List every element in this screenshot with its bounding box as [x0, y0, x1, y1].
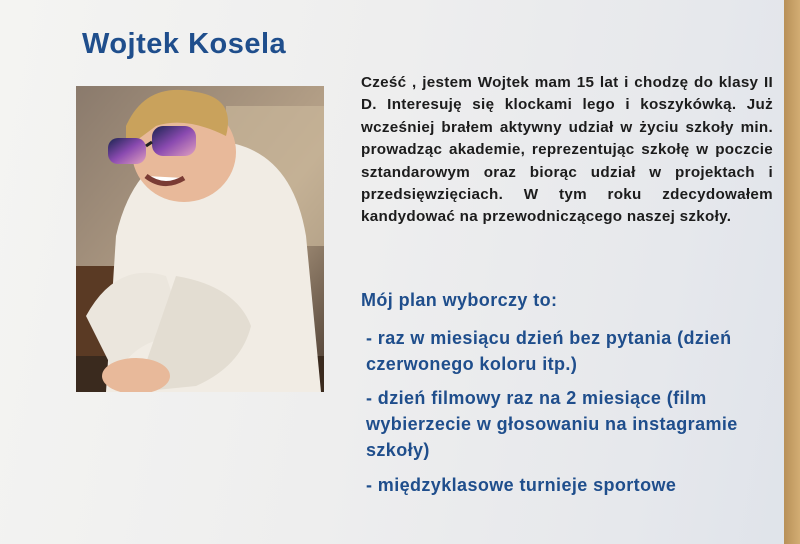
candidate-photo: [76, 86, 324, 392]
plan-item: - raz w miesiącu dzień bez pytania (dzień czerwonego koloru itp.): [366, 328, 732, 374]
plan-heading: Mój plan wyborczy to:: [361, 290, 558, 310]
candidate-bio: Cześć , jestem Wojtek mam 15 lat i chodzę do klasy II D. Interesuję się klockami lego i koszykówką. Już wcześniej brałem aktywny udział w życiu szkoły min. prowadząc akademie, reprezentując szkołę w poczcie sztandarowym oraz biorąc udział w projektach i przedsięwzięciach. W tym roku zdecydowałem kandydować na przewodniczącego naszej szkoły.: [361, 74, 773, 226]
candidate-name: Wojtek Kosela: [82, 28, 287, 60]
candidate-photo-illustration: [76, 86, 324, 392]
plan-item: - międzyklasowe turnieje sportowe: [366, 475, 677, 495]
plan-item: - dzień filmowy raz na 2 miesiące (film wybierzecie w głosowaniu na instagramie szkoły): [366, 388, 738, 460]
table-edge: [784, 0, 800, 544]
